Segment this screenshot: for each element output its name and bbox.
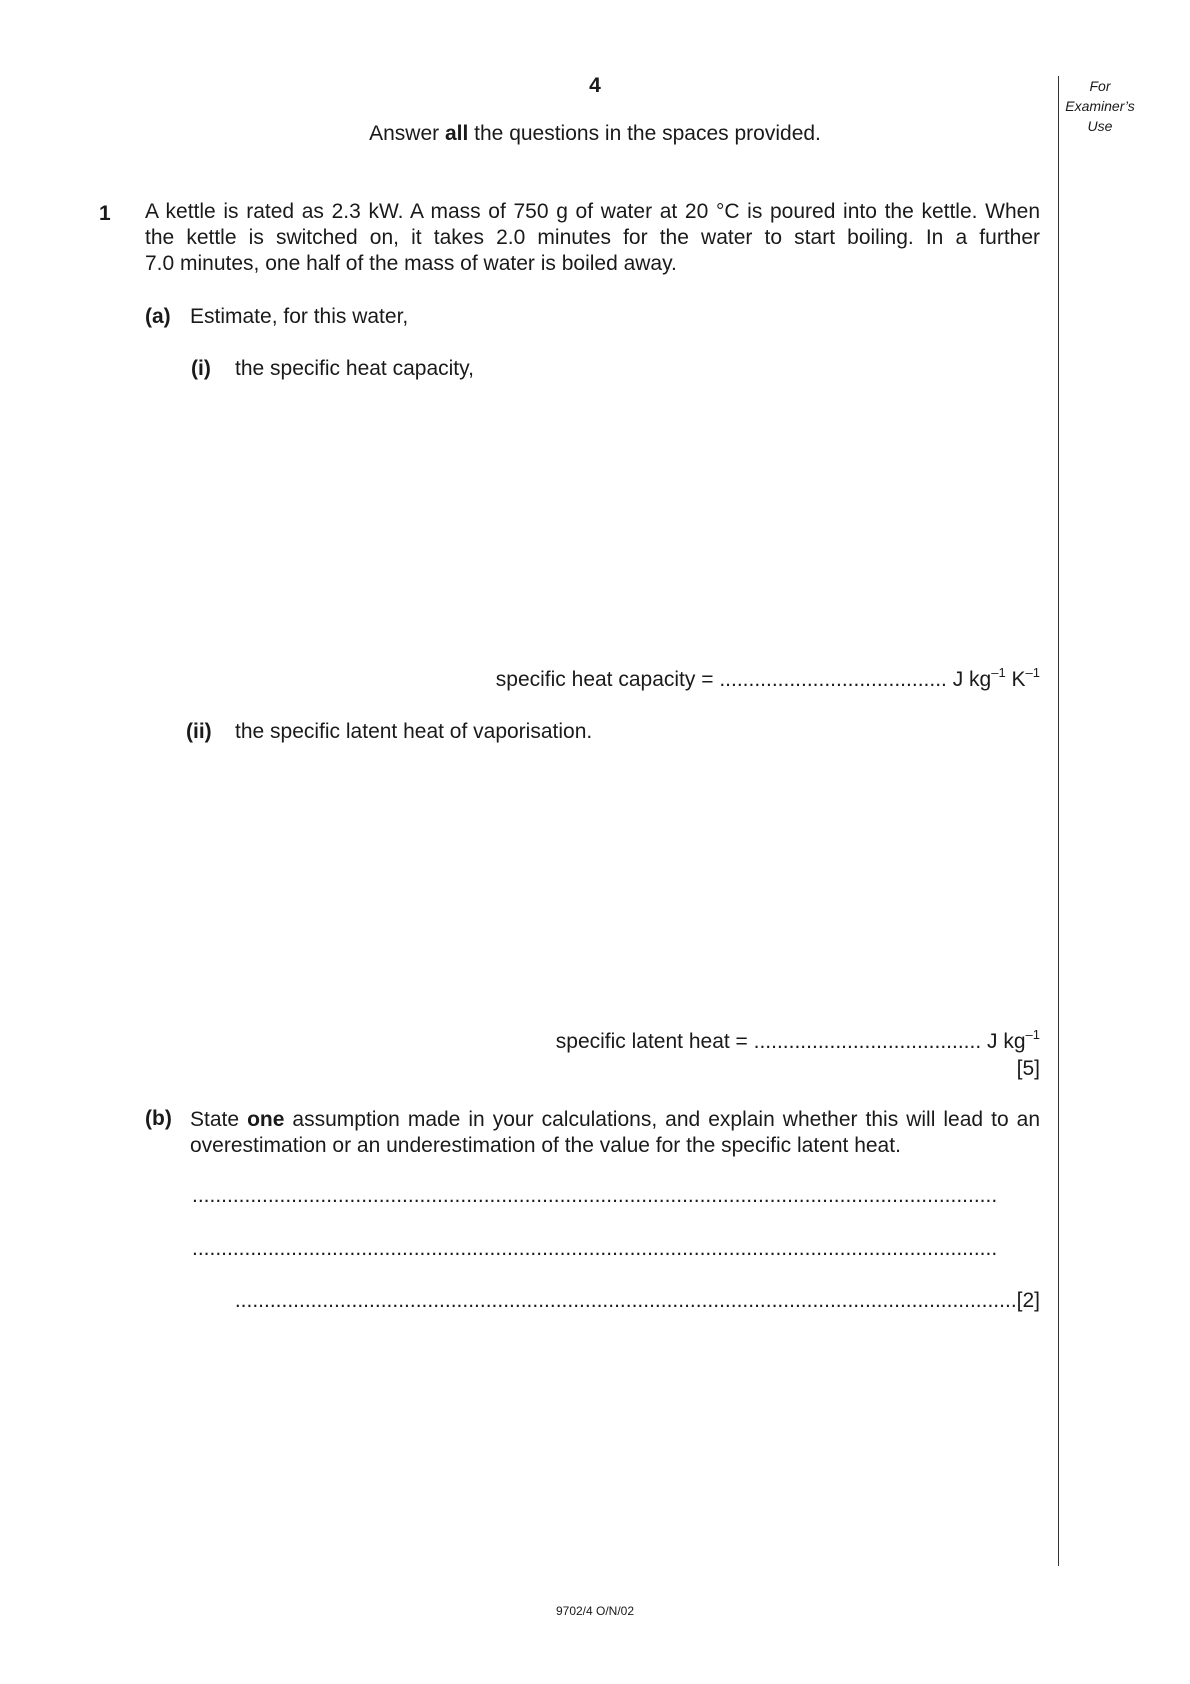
part-a-label: (a) [145,305,171,328]
answer-line-2[interactable]: .......................................................................................................................................... [192,1237,998,1260]
page-number: 4 [589,74,601,97]
examiner-label-line1: For [1089,78,1111,94]
part-b-text-post: assumption made in your calculations, and explain whether this will lead to an overestimation or an underestimation of the value for the specific latent heat. [190,1108,1040,1157]
question-number: 1 [99,202,111,225]
specific-heat-answer-prefix: specific heat capacity = ....................................... J kg [495,668,992,691]
sub-ii-label: (ii) [186,720,212,743]
stem-line-1: A kettle is rated as 2.3 kW. A mass of 750 g of water at 20 °C is poured into the kettle. When [145,200,1040,223]
stem-line-3: 7.0 minutes, one half of the mass of water is boiled away. [145,252,677,275]
latent-heat-answer-prefix: specific latent heat = ....................................... J kg [555,1030,1026,1053]
examiner-margin-line [1058,76,1059,1566]
instructions [0,122,1190,146]
unit-kelvin: K [1005,668,1026,691]
instruction-bold-word: all [444,122,469,145]
part-b-text [190,1107,1040,1159]
part-a-text: Estimate, for this water, [190,305,409,328]
unit-exponent: –1 [1025,665,1040,680]
instruction-text-pre: Answer [369,122,445,145]
unit-exponent: –1 [991,665,1006,680]
unit-exponent: –1 [1025,1027,1040,1042]
part-b-text-pre: State [190,1108,248,1131]
paper-code: 9702/4 O/N/02 [555,1604,635,1618]
stem-line-2: the kettle is switched on, it takes 2.0 minutes for the water to start boiling. In a further [145,226,1040,249]
examiner-label-line2: Examiner’s [1065,98,1135,114]
part-b-label: (b) [145,1107,172,1130]
answer-line-1[interactable]: .......................................................................................................................................... [192,1184,998,1207]
latent-heat-answer-line[interactable] [555,1027,1040,1054]
sub-ii-text: the specific latent heat of vaporisation. [235,720,593,743]
sub-i-label: (i) [191,357,211,380]
examiner-use-label [1060,76,1140,136]
question-stem [145,199,1040,277]
examiner-label-line3: Use [1087,118,1113,134]
specific-heat-answer-line[interactable] [495,665,1040,692]
answer-line-3[interactable]: ......................................................................................................................................[2] [234,1289,1040,1312]
marks-part-a: [5] [1016,1057,1040,1080]
part-b-bold-word: one [247,1108,285,1131]
instruction-text-post: the questions in the spaces provided. [468,122,821,145]
sub-i-text: the specific heat capacity, [235,357,474,380]
